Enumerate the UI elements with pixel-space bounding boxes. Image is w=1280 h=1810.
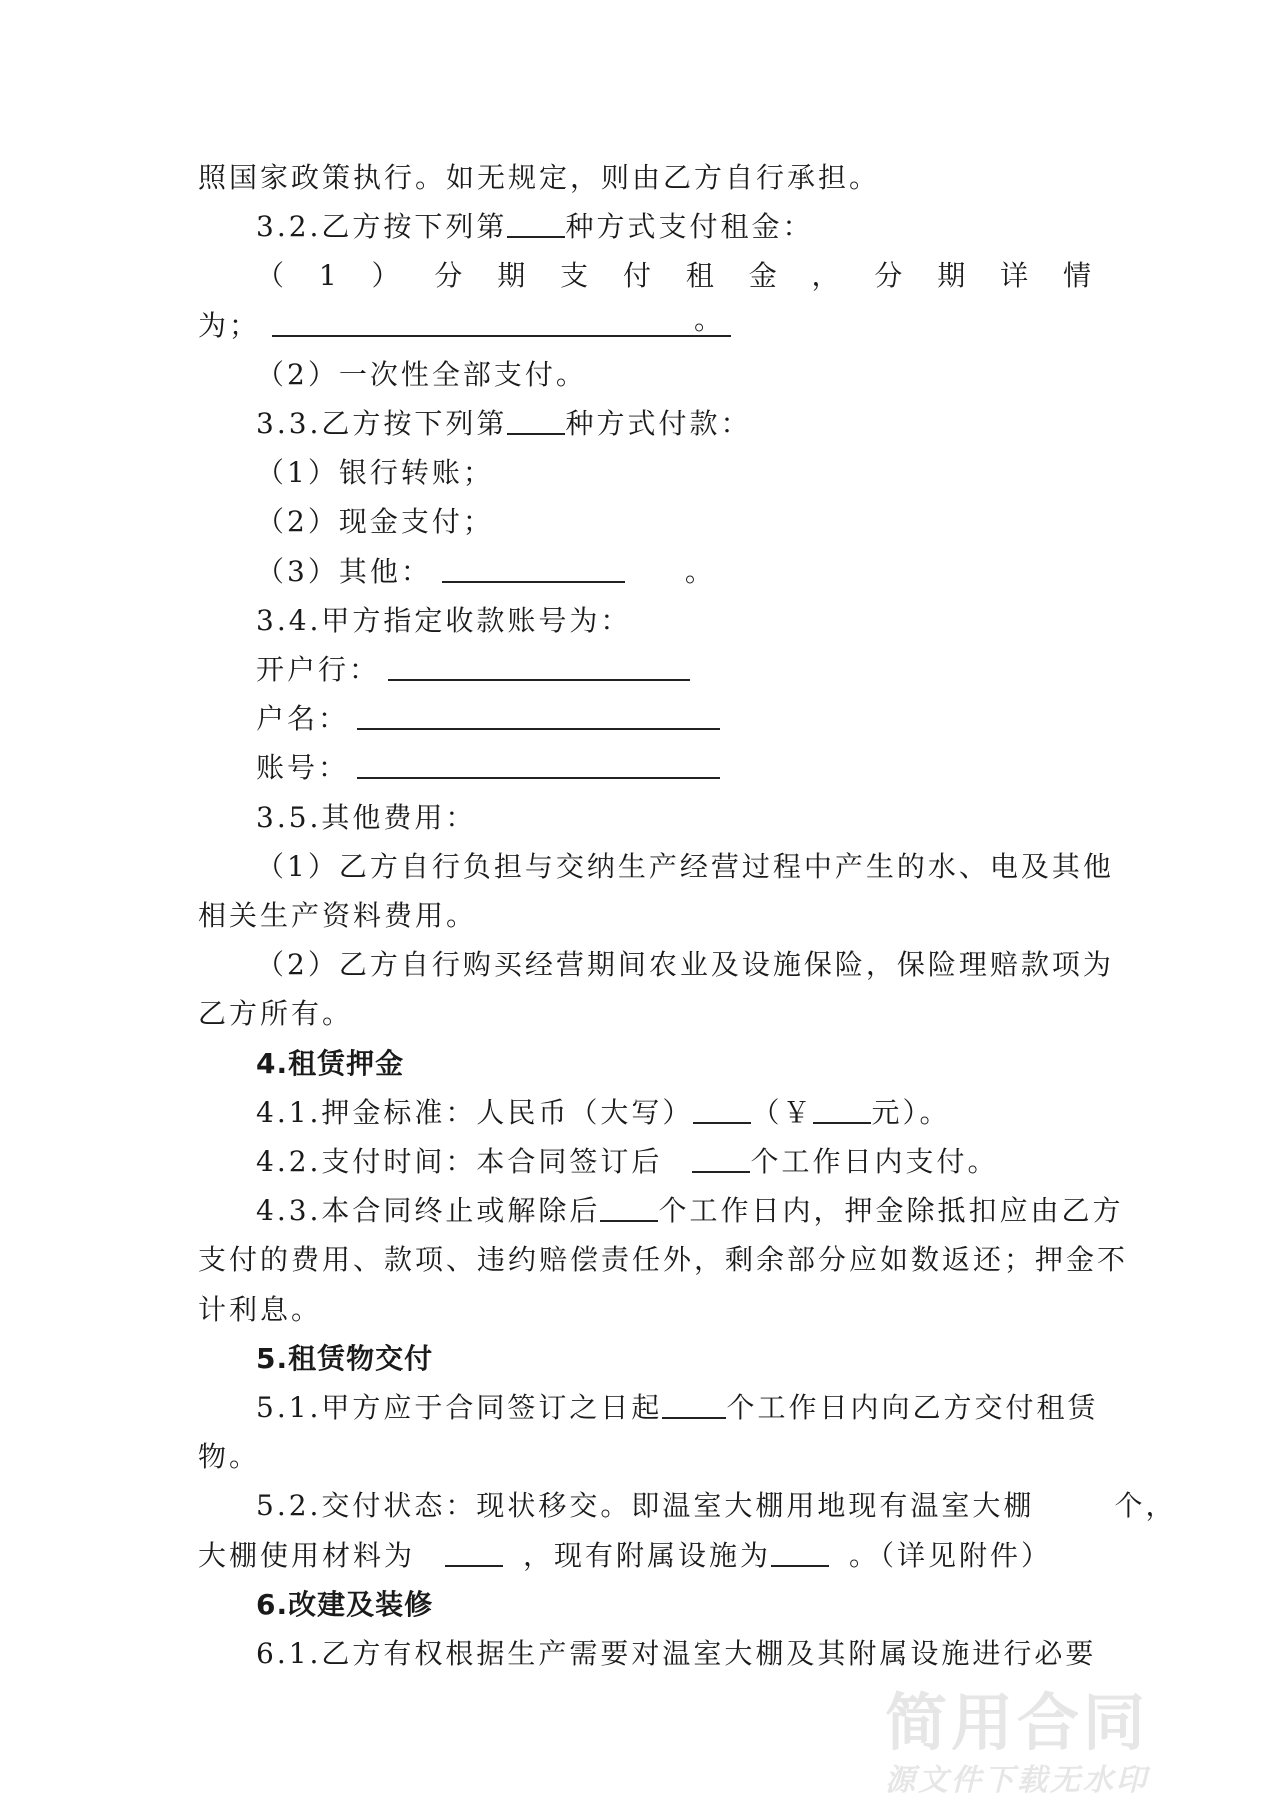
text-segment: 个工作日内，押金除抵扣应由乙方 (658, 1194, 1124, 1228)
text-segment: 个工作日内向乙方交付租赁 (726, 1391, 1099, 1424)
text-segment: 物。 (198, 1440, 261, 1474)
text-segment: 大棚使用材料为 (198, 1538, 416, 1572)
text-line (256, 202, 813, 251)
text-segment: 计利息。 (198, 1292, 323, 1326)
text-line (256, 448, 494, 497)
text-line (198, 989, 353, 1038)
fill-in-blank (442, 547, 625, 583)
text-segment: 4.租赁押金 (256, 1046, 405, 1080)
text-segment: 乙方所有。 (198, 997, 354, 1031)
text-line (256, 793, 476, 842)
text-segment: 。 (684, 554, 716, 588)
fill-in-blank (507, 202, 565, 238)
text-line (198, 1235, 1128, 1284)
fill-in-blank (507, 399, 565, 435)
fill-in-blank (357, 694, 720, 730)
watermark-logo: 简用合同 (885, 1686, 1150, 1759)
char: 1 (318, 259, 340, 293)
char: 分 (434, 259, 466, 293)
text-segment: （2）现金支付； (256, 505, 494, 539)
char: 情 (1062, 259, 1094, 293)
fill-in-blank (813, 1088, 871, 1124)
watermark-subtitle: 源文件下载无水印 (885, 1763, 1149, 1798)
char: 期 (937, 259, 969, 293)
text-line (256, 940, 1114, 989)
fill-in-blank (693, 1088, 751, 1124)
fill-in-blank (272, 301, 731, 337)
text-line (256, 743, 720, 792)
text-segment: 支付的费用、款项、违约赔偿责任外，剩余部分应如数返还；押金不 (198, 1243, 1129, 1277)
text-segment: （1）乙方自行负担与交纳生产经营过程中产生的水、电及其他 (256, 849, 1114, 883)
char: 租 (685, 259, 717, 293)
fill-in-blank (771, 1531, 829, 1567)
text-segment: ，现有附属设施为 (523, 1538, 772, 1572)
text-segment: 户名： (256, 702, 350, 736)
text-segment: 3.5.其他费用： (256, 800, 477, 834)
text-line (256, 399, 751, 448)
char: 付 (622, 259, 654, 293)
text-segment: 个， (1114, 1489, 1177, 1523)
text-line (256, 1383, 1098, 1432)
text-segment: 4.1.押金标准：人民币（大写） (256, 1095, 694, 1129)
text-segment: 为； (198, 308, 261, 342)
fill-in-blank (600, 1186, 658, 1222)
text-segment: 3.3.乙方按下列第 (256, 407, 508, 440)
text-line (256, 1629, 1096, 1678)
text-segment: 4.3.本合同终止或解除后 (256, 1194, 601, 1228)
text-segment: （2）一次性全部支付。 (256, 357, 587, 391)
text-line (256, 1186, 1123, 1235)
text-segment: 6.1.乙方有权根据生产需要对温室大棚及其附属设施进行必要 (256, 1637, 1097, 1670)
text-line (256, 645, 690, 694)
text-line (256, 497, 494, 546)
text-segment: （1）银行转账； (256, 456, 494, 490)
char: 期 (497, 259, 529, 293)
text-segment: 照国家政策执行。如无规定，则由乙方自行承担。 (198, 161, 881, 194)
text-segment: 5.1.甲方应于合同签订之日起 (256, 1391, 663, 1424)
text-line (198, 1531, 1052, 1580)
char: 支 (560, 259, 592, 293)
text-line (198, 1432, 260, 1481)
char: 分 (874, 259, 906, 293)
section-heading (256, 1334, 433, 1383)
text-line (256, 547, 716, 596)
text-line (256, 251, 1094, 300)
text-line (256, 842, 1114, 891)
text-line (256, 350, 587, 399)
text-segment: 个工作日内支付。 (750, 1145, 999, 1178)
text-line (198, 301, 731, 350)
text-segment: 5.2.交付状态：现状移交。即温室大棚用地现有温室大棚 (256, 1489, 1035, 1523)
text-segment: （￥ (751, 1095, 814, 1129)
text-segment: 开户行： (256, 653, 381, 686)
blank-end-punctuation: 。 (694, 302, 726, 336)
text-segment: 相关生产资料费用。 (198, 899, 478, 932)
fill-in-blank (692, 1137, 750, 1173)
text-segment: 3.2.乙方按下列第 (256, 210, 508, 244)
text-segment: 6.改建及装修 (256, 1587, 434, 1621)
section-heading (256, 1039, 404, 1088)
text-line (256, 694, 720, 743)
section-heading (256, 1580, 433, 1629)
char: 金 (748, 259, 780, 293)
text-line (256, 1088, 950, 1137)
fill-in-blank (445, 1531, 503, 1567)
fill-in-blank (662, 1383, 726, 1419)
char: ， (811, 259, 843, 293)
text-line (256, 596, 631, 645)
text-line (256, 1481, 1176, 1530)
text-segment: 。（详见附件） (849, 1538, 1053, 1572)
text-segment: 3.4.甲方指定收款账号为： (256, 603, 632, 637)
text-line (198, 891, 477, 940)
text-line (198, 1285, 322, 1334)
text-segment: 5.租赁物交付 (256, 1341, 434, 1375)
text-line (198, 153, 880, 202)
fill-in-blank (388, 645, 690, 681)
text-segment: 种方式付款： (565, 407, 752, 440)
char: 详 (1000, 259, 1032, 293)
text-line (256, 1137, 998, 1186)
text-segment: 4.2.支付时间：本合同签订后 (256, 1145, 663, 1178)
text-segment: 种方式支付租金： (565, 210, 814, 244)
text-segment: 元）。 (871, 1095, 951, 1129)
text-segment: （3）其他： (256, 554, 432, 588)
char: （ (256, 259, 288, 293)
text-segment: （2）乙方自行购买经营期间农业及设施保险，保险理赔款项为 (256, 948, 1114, 982)
fill-in-blank (357, 743, 720, 779)
char: ） (371, 259, 403, 293)
text-segment: 账号： (256, 751, 350, 785)
